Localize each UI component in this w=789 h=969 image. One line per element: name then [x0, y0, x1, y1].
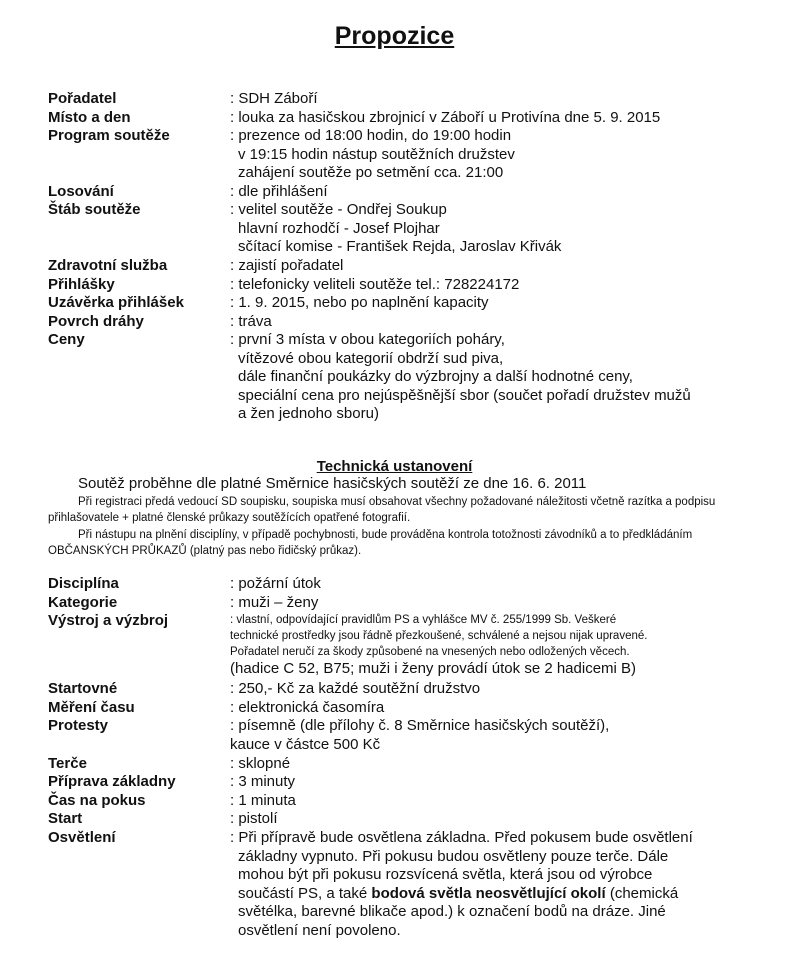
row-label: Terče	[48, 755, 87, 772]
row-value: : SDH Záboří	[230, 90, 318, 107]
row-value: : 1. 9. 2015, nebo po naplnění kapacity	[230, 294, 489, 311]
osvetleni-line-4: součástí PS, a také bodová světla neosvětlující okolí (chemická	[238, 884, 679, 902]
row-value: : telefonicky veliteli soutěže tel.: 728224172	[230, 276, 520, 293]
row-label: Kategorie	[48, 594, 118, 611]
registration-paragraph: Při registraci předá vedoucí SD soupisku, soupiska musí obsahovat všechny požadované náležitosti včetně razítka a podpisu přihlašovatele + platné členské průkazy soutěžících opatřené fotografií.	[48, 496, 716, 524]
row-value: : prezence od 18:00 hodin, do 19:00 hodin v 19:15 hodin nástup soutěžních družstev zahájení soutěže po setmění cca. 21:00	[230, 127, 515, 181]
row-value: : dle přihlášení	[230, 183, 328, 200]
row-value: : sklopné	[230, 755, 291, 772]
row-label: Losování	[48, 183, 114, 200]
row-value: : požární útok	[230, 575, 321, 592]
row-label: Přihlášky	[48, 276, 115, 293]
row-value: : zajistí pořadatel	[230, 257, 344, 274]
row-label: Příprava základny	[48, 773, 176, 790]
row-value: : louka za hasičskou zbrojnicí v Záboří u Protivína dne 5. 9. 2015	[230, 109, 661, 126]
row-label: Disciplína	[48, 575, 119, 592]
row-value: : muži – ženy	[230, 594, 319, 611]
row-label: Ceny	[48, 331, 85, 348]
row-label: Výstroj a výzbroj	[48, 612, 169, 629]
intro-paragraph: Soutěž proběhne dle platné Směrnice hasičských soutěží ze dne 16. 6. 2011	[78, 475, 587, 492]
row-value: : velitel soutěže - Ondřej Soukup hlavní rozhodčí - Josef Plojhar sčítací komise - František Rejda, Jaroslav Křivák	[230, 201, 562, 255]
row-label: Osvětlení	[48, 829, 116, 846]
row-label: Pořadatel	[48, 90, 117, 107]
row-value: : 3 minuty	[230, 773, 296, 790]
row-value: : 1 minuta	[230, 792, 296, 809]
row-value: : vlastní, odpovídající pravidlům PS a vyhlášce MV č. 255/1999 Sb. Veškeré technické prostředky jsou řádně přezkoušené, schválené a nejsou nijak upravené. Pořadatel neručí za škody způsobené na vnesených nebo odložených věcech. (hadice C 52, B75; muži i ženy provádí útok se 2 hadicemi B)	[230, 614, 648, 677]
row-label: Zdravotní služba	[48, 257, 168, 274]
identity-check-paragraph: Při nástupu na plnění disciplíny, v případě pochybnosti, bude prováděna kontrola totožnosti závodníků a to předkládáním OBČANSKÝCH PRŮKAZŮ (platný pas nebo řidičský průkaz).	[48, 529, 693, 557]
row-value: : první 3 místa v obou kategoriích poháry, vítězové obou kategorií obdrží sud piva, dále finanční poukázky do výzbrojny a další hodnotné ceny, speciální cena pro nejúspěšnější sbor (součet pořadí družstev mužů a žen jednoho sboru)	[230, 331, 691, 422]
row-label: Start	[48, 810, 83, 827]
row-value: : 250,- Kč za každé soutěžní družstvo	[230, 680, 481, 697]
page-title: Propozice	[334, 22, 455, 50]
row-label: Uzávěrka přihlášek	[48, 294, 184, 311]
row-label: Program soutěže	[48, 127, 170, 144]
row-value: : elektronická časomíra	[230, 699, 385, 716]
section-heading: Technická ustanovení	[316, 458, 473, 475]
row-label: Měření času	[48, 699, 135, 716]
row-value: : tráva	[230, 313, 272, 330]
row-label: Místo a den	[48, 109, 131, 126]
row-value: : pistolí	[230, 810, 278, 827]
row-label: Protesty	[48, 717, 109, 734]
row-label: Startovné	[48, 680, 118, 697]
row-label: Čas na pokus	[48, 792, 146, 809]
row-value: : písemně (dle přílohy č. 8 Směrnice hasičských soutěží), kauce v částce 500 Kč	[230, 717, 610, 753]
row-label: Štáb soutěže	[48, 201, 141, 218]
row-value: : Při přípravě bude osvětlena základna. Před pokusem bude osvětlení základny vypnuto. Při pokusu budou osvětleny pouze terče. Dále mohou být při pokusu rozsvícená světla, která jsou od výrobce součástí PS, a také bodová světla neosvětlující okolí (chemická světélka, barevné blikače apod.) k označení bodů na dráze. Jiné osvětlení není povoleno.	[230, 829, 693, 939]
row-label: Povrch dráhy	[48, 313, 144, 330]
